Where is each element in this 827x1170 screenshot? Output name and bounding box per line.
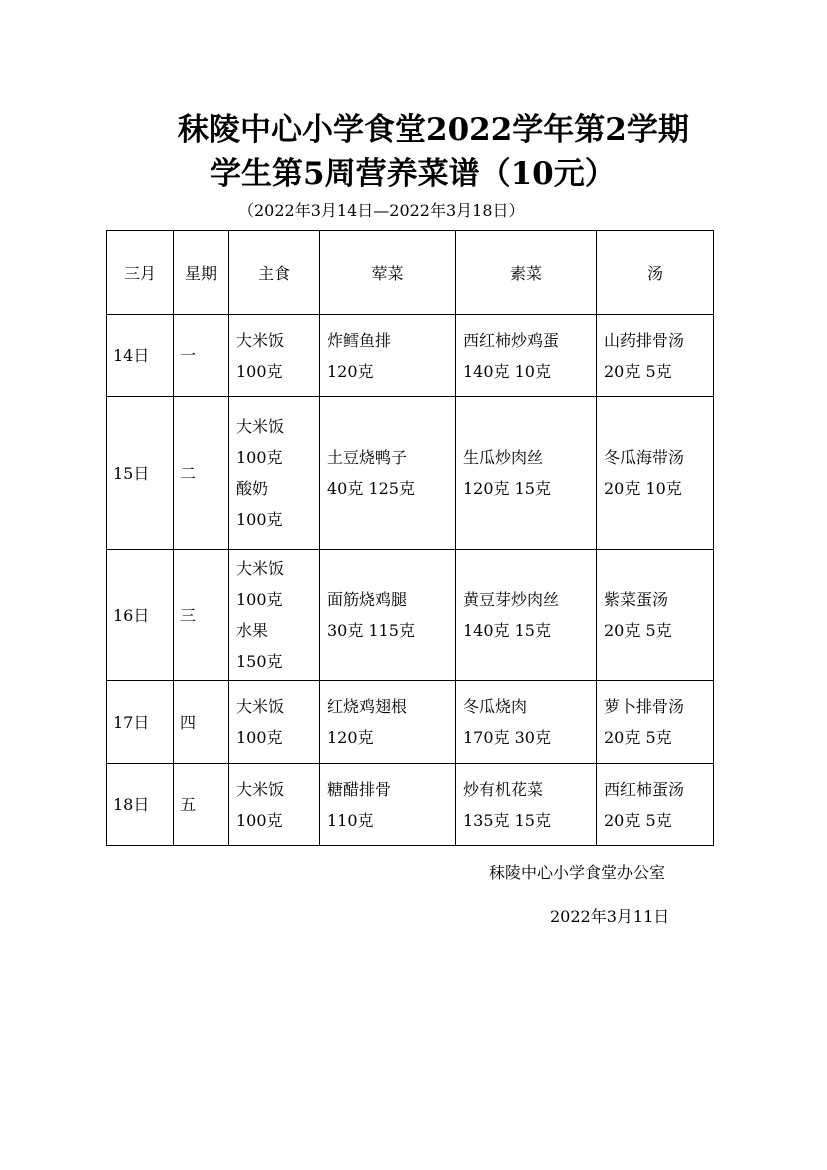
meat-amount: 120克 [327, 728, 374, 747]
issue-date: 2022年3月11日 [550, 907, 670, 926]
menu-table [106, 230, 714, 846]
meat-dish: 炸鳕鱼排 [327, 330, 392, 350]
soup-dish: 西红柿蛋汤 [604, 779, 685, 799]
soup-amount: 20克 5克 [604, 728, 672, 747]
vegetable-dish: 西红柿炒鸡蛋 [463, 330, 560, 350]
staple-item: 大米饭 [236, 559, 285, 578]
table-row [107, 764, 714, 846]
meat-dish: 土豆烧鸭子 [327, 448, 408, 467]
date-cell: 14日 [107, 315, 174, 397]
staple-cell [229, 764, 320, 846]
meat-amount: 40克 125克 [327, 479, 415, 498]
soup-amount: 20克 5克 [604, 361, 672, 381]
header-meat: 荤菜 [320, 231, 456, 315]
staple-item: 酸奶 [236, 479, 269, 498]
date-cell: 15日 [107, 397, 174, 550]
staple-item: 大米饭 [236, 330, 285, 350]
soup-cell [597, 397, 714, 550]
document-title: 秣陵中心小学食堂2022学年第2学期 [178, 112, 689, 148]
vegetable-cell [456, 397, 597, 550]
meat-dish: 红烧鸡翅根 [327, 697, 408, 716]
vegetable-amount: 120克 15克 [463, 479, 551, 498]
vegetable-cell [456, 764, 597, 846]
header-vegetable: 素菜 [456, 231, 597, 315]
vegetable-dish: 黄豆芽炒肉丝 [463, 590, 560, 609]
staple-amount: 100克 [236, 590, 283, 609]
date-cell: 17日 [107, 681, 174, 764]
date-cell: 16日 [107, 550, 174, 681]
table-row [107, 397, 714, 550]
staple-amount: 100克 [236, 510, 283, 529]
soup-dish: 萝卜排骨汤 [604, 697, 685, 716]
vegetable-cell [456, 315, 597, 397]
soup-cell [597, 764, 714, 846]
staple-cell [229, 315, 320, 397]
soup-cell [597, 315, 714, 397]
header-row [107, 231, 714, 315]
staple-cell [229, 397, 320, 550]
header-staple: 主食 [229, 231, 320, 315]
vegetable-amount: 140克 10克 [463, 361, 551, 381]
table-row [107, 550, 714, 681]
meat-cell [320, 397, 456, 550]
staple-item: 大米饭 [236, 697, 285, 716]
weekday-cell: 三 [174, 550, 229, 681]
staple-item: 大米饭 [236, 417, 285, 436]
header-month: 三月 [107, 231, 174, 315]
staple-amount: 150克 [236, 652, 283, 671]
soup-cell [597, 681, 714, 764]
staple-amount: 100克 [236, 810, 283, 830]
vegetable-amount: 170克 30克 [463, 728, 551, 747]
vegetable-amount: 140克 15克 [463, 621, 551, 640]
soup-amount: 20克 10克 [604, 479, 682, 498]
soup-dish: 山药排骨汤 [604, 330, 685, 350]
table-row [107, 681, 714, 764]
weekday-cell: 四 [174, 681, 229, 764]
header-soup: 汤 [597, 231, 714, 315]
soup-amount: 20克 5克 [604, 810, 672, 830]
issuer-office: 秣陵中心小学食堂办公室 [489, 863, 666, 882]
date-range: （2022年3月14日—2022年3月18日） [238, 201, 525, 220]
weekday-cell: 二 [174, 397, 229, 550]
vegetable-amount: 135克 15克 [463, 810, 551, 830]
staple-item: 大米饭 [236, 779, 285, 799]
meat-cell [320, 550, 456, 681]
document-subtitle: 学生第5周营养菜谱（10元） [210, 156, 616, 192]
staple-amount: 100克 [236, 361, 283, 381]
soup-dish: 紫菜蛋汤 [604, 590, 669, 609]
table-row [107, 315, 714, 397]
soup-amount: 20克 5克 [604, 621, 672, 640]
vegetable-cell [456, 550, 597, 681]
meat-dish: 面筋烧鸡腿 [327, 590, 408, 609]
staple-cell [229, 681, 320, 764]
soup-dish: 冬瓜海带汤 [604, 448, 685, 467]
weekday-cell: 五 [174, 764, 229, 846]
vegetable-dish: 冬瓜烧肉 [463, 697, 528, 716]
meat-cell [320, 681, 456, 764]
weekday-cell: 一 [174, 315, 229, 397]
staple-item: 水果 [236, 621, 269, 640]
staple-cell [229, 550, 320, 681]
vegetable-cell [456, 681, 597, 764]
staple-amount: 100克 [236, 448, 283, 467]
date-cell: 18日 [107, 764, 174, 846]
meat-cell [320, 764, 456, 846]
header-weekday: 星期 [174, 231, 229, 315]
meat-dish: 糖醋排骨 [327, 779, 392, 799]
soup-cell [597, 550, 714, 681]
vegetable-dish: 生瓜炒肉丝 [463, 448, 544, 467]
meat-cell [320, 315, 456, 397]
meat-amount: 110克 [327, 810, 374, 830]
meat-amount: 30克 115克 [327, 621, 415, 640]
vegetable-dish: 炒有机花菜 [463, 779, 544, 799]
staple-amount: 100克 [236, 728, 283, 747]
meat-amount: 120克 [327, 361, 374, 381]
